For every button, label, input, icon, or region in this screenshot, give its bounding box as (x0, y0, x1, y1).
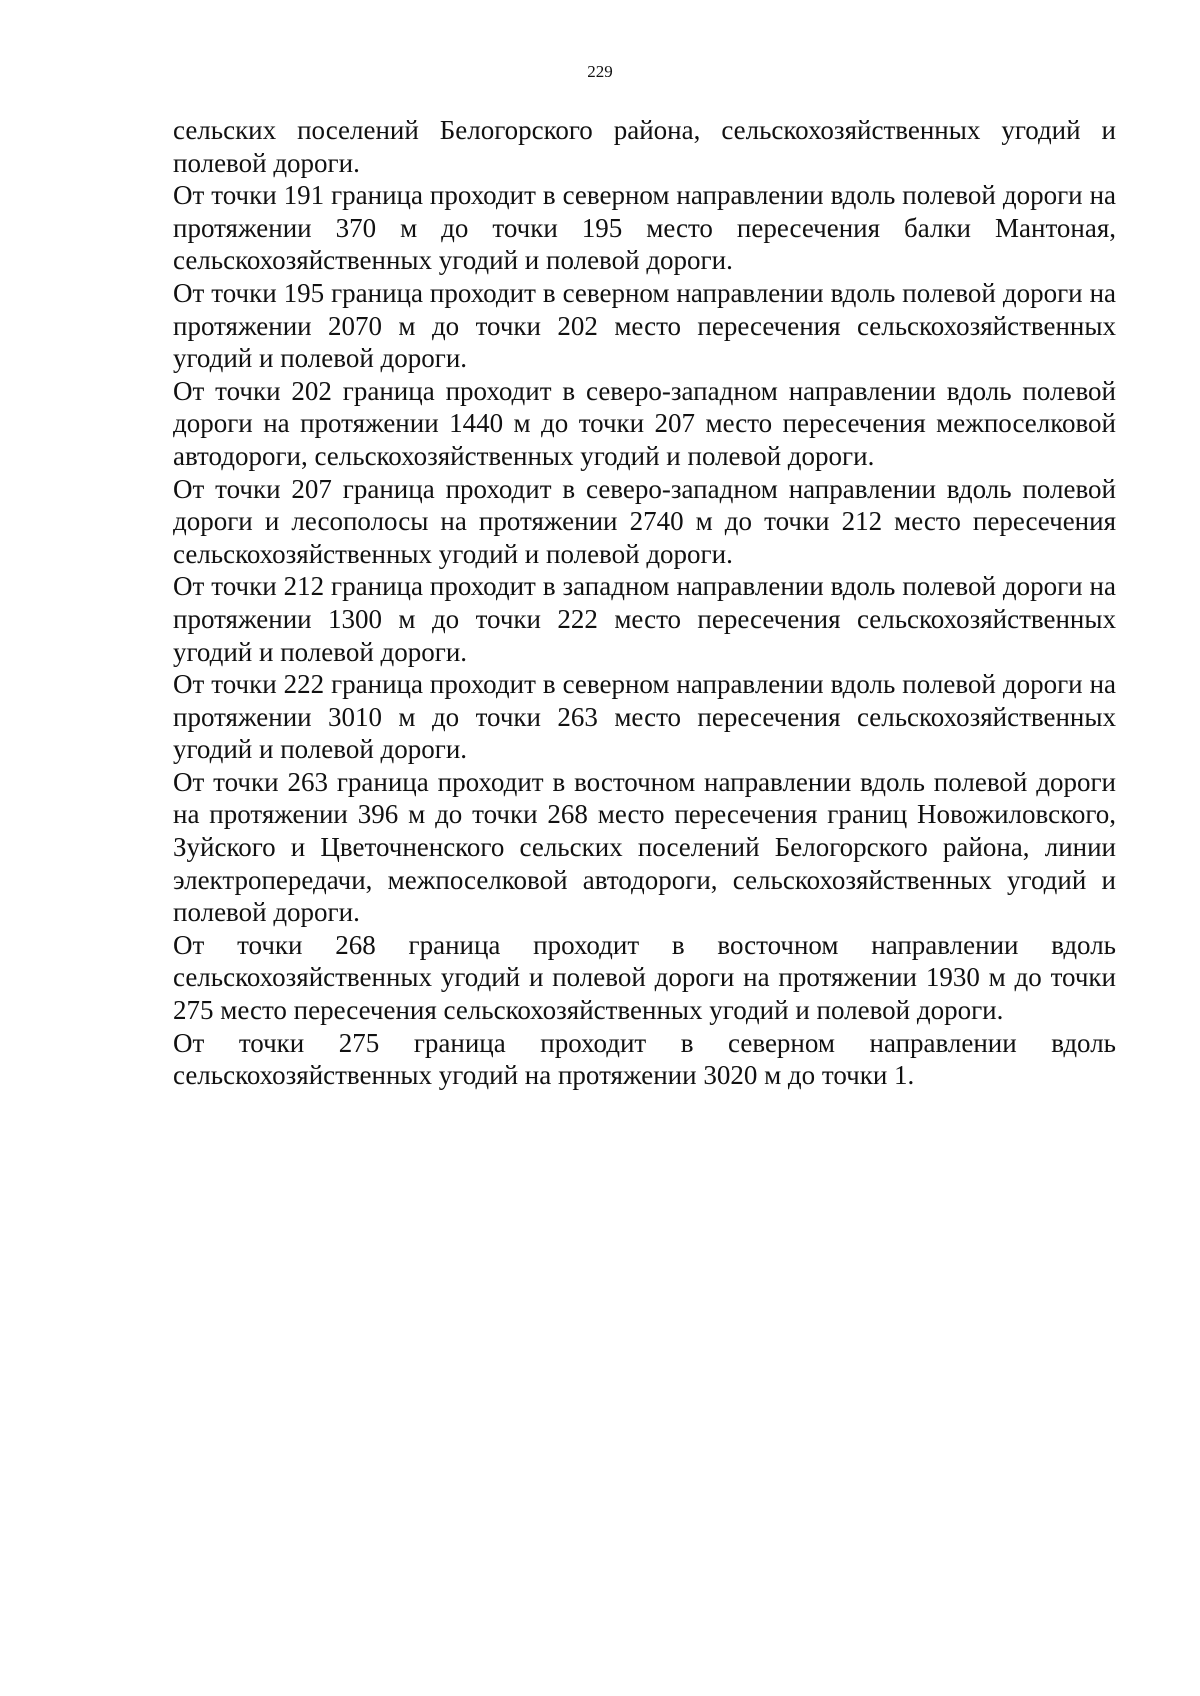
paragraph-point-275: От точки 275 граница проходит в северном направлении вдоль сельскохозяйственных угодий на протяжении 3020 м до точки 1. (173, 1027, 1116, 1091)
paragraph-point-191: От точки 191 граница проходит в северном направлении вдоль полевой дороги на протяжении 370 м до точки 195 место пересечения балки Мантоная, сельскохозяйственных угодий и полевой дороги. (173, 180, 1116, 276)
paragraph-point-202: От точки 202 граница проходит в северо-западном направлении вдоль полевой дороги на протяжении 1440 м до точки 207 место пересечения межпоселковой автодороги, сельскохозяйственных угодий и полевой дороги. (173, 375, 1116, 471)
paragraph-point-195: От точки 195 граница проходит в северном направлении вдоль полевой дороги на протяжении 2070 м до точки 202 место пересечения сельскохозяйственных угодий и полевой дороги. (173, 277, 1116, 374)
paragraph-point-268: От точки 268 граница проходит в восточном направлении вдоль сельскохозяйственных угодий и полевой дороги на протяжении 1930 м до точки 275 место пересечения сельскохозяйственных угодий и полевой дороги. (173, 929, 1116, 1026)
paragraph-point-222: От точки 222 граница проходит в северном направлении вдоль полевой дороги на протяжении 3010 м до точки 263 место пересечения сельскохозяйственных угодий и полевой дороги. (173, 669, 1116, 765)
paragraph-point-263: От точки 263 граница проходит в восточном направлении вдоль полевой дороги на протяжении 396 м до точки 268 место пересечения границ Новожиловского, Зуйского и Цветочненского сельских поселений Белогорского района, линии электропередачи, межпоселковой автодороги, сельскохозяйственных угодий и полевой дороги. (173, 766, 1116, 928)
paragraph-point-207: От точки 207 граница проходит в северо-западном направлении вдоль полевой дороги и лесополосы на протяжении 2740 м до точки 212 место пересечения сельскохозяйственных угодий и полевой дороги. (173, 473, 1116, 569)
paragraph-point-212: От точки 212 граница проходит в западном направлении вдоль полевой дороги на протяжении 1300 м до точки 222 место пересечения сельскохозяйственных угодий и полевой дороги. (173, 571, 1116, 667)
document-body (173, 114, 1116, 1092)
paragraph-continuation: сельских поселений Белогорского района, сельскохозяйственных угодий и полевой дороги. (173, 115, 1116, 178)
page-number: 229 (587, 62, 613, 81)
